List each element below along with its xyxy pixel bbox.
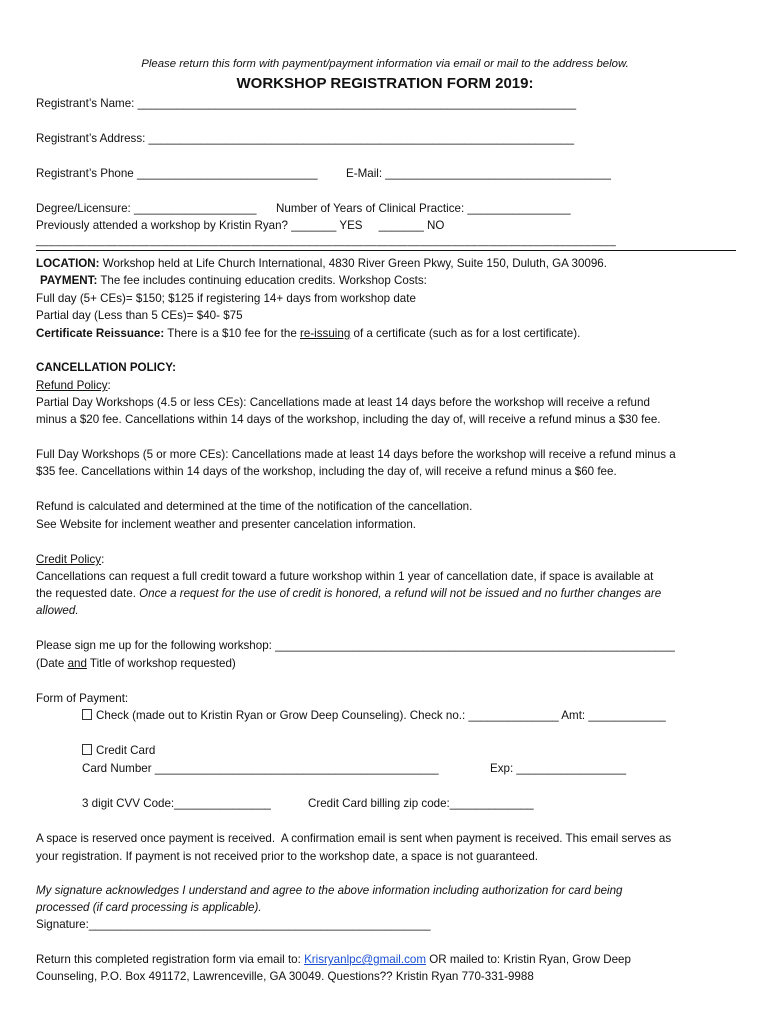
card-number-field[interactable]: Card Number ____________________________________________: [82, 762, 439, 775]
registrant-address-field[interactable]: Registrant’s Address: __________________________________________________________________: [36, 132, 575, 145]
signature-acknowledgement-line2: processed (if card processing is applicable).: [36, 901, 262, 914]
payment-text: The fee includes continuing education credits. Workshop Costs:: [97, 274, 427, 287]
separator-dashes: ____________________________________________________________________________________________: [36, 235, 617, 247]
credit-card-checkbox[interactable]: [82, 744, 92, 755]
signup-note-and: and: [67, 657, 87, 670]
payment-line: [40, 272, 427, 289]
signature-field[interactable]: Signature:_____________________________________________________: [36, 918, 431, 931]
credit-policy-line1: Cancellations can request a full credit toward a future workshop within 1 year of cancellation date, if space is available at: [36, 570, 654, 583]
location-line: [36, 255, 607, 272]
previous-attendance-field[interactable]: Previously attended a workshop by Kristin Ryan? _______ YES _______ NO: [36, 219, 445, 232]
website-note: See Website for inclement weather and presenter cancelation information.: [36, 518, 417, 531]
location-label: LOCATION:: [36, 257, 100, 270]
intro-instruction: Please return this form with payment/payment information via email or mail to the address below.: [141, 58, 629, 70]
card-expiry-field[interactable]: Exp: _________________: [490, 762, 627, 775]
certificate-reissuance-line: [36, 325, 580, 342]
reservation-notice-line1: A space is reserved once payment is received. A confirmation email is sent when payment is received. This email serves as: [36, 832, 672, 845]
return-text-end: OR mailed to: Kristin Ryan, Grow Deep: [426, 953, 631, 966]
credit-policy-label: Credit Policy: [36, 553, 102, 566]
contact-email-link[interactable]: Krisryanlpc@gmail.com: [304, 953, 427, 966]
partial-day-refund-line2: minus a $20 fee. Cancellations within 14 days of the workshop, including the day of, will receive a refund minus a $30 fee.: [36, 413, 661, 426]
refund-policy-colon: :: [107, 379, 111, 392]
credit-policy-italic: Once a request for the use of credit is honored, a refund will not be issued and no further changes are: [139, 587, 662, 600]
registrant-phone-field[interactable]: Registrant’s Phone ____________________________: [36, 167, 318, 180]
credit-policy-line3: allowed.: [36, 604, 79, 617]
years-practice-field[interactable]: Number of Years of Clinical Practice: ________________: [276, 202, 571, 215]
certificate-text-end: of a certificate (such as for a lost certificate).: [350, 327, 581, 340]
certificate-text: There is a $10 fee for the: [164, 327, 301, 340]
location-text: Workshop held at Life Church International, 4830 River Green Pkwy, Suite 150, Duluth, GA 30096.: [99, 257, 607, 270]
full-day-refund-line1: Full Day Workshops (5 or more CEs): Cancellations made at least 14 days before the workshop will receive a refund minus a: [36, 448, 676, 461]
billing-zip-field[interactable]: Credit Card billing zip code:_____________: [308, 797, 534, 810]
section-divider: [36, 250, 736, 251]
registrant-name-field[interactable]: Registrant’s Name: ____________________________________________________________________: [36, 97, 577, 110]
credit-policy-line2: [36, 585, 661, 602]
form-title: WORKSHOP REGISTRATION FORM 2019:: [236, 75, 534, 92]
check-option[interactable]: [82, 707, 666, 724]
check-option-label: Check (made out to Kristin Ryan or Grow Deep Counseling). Check no.: ______________ Amt: ____________: [96, 709, 666, 722]
full-day-refund-line2: $35 fee. Cancellations within 14 days of the workshop, including the day of, will receive a refund minus a $60 fee.: [36, 465, 617, 478]
credit-policy-colon: :: [101, 553, 105, 566]
partial-day-cost: Partial day (Less than 5 CEs)= $40- $75: [36, 309, 243, 322]
refund-policy-label: Refund Policy: [36, 379, 108, 392]
refund-calculation-note: Refund is calculated and determined at the time of the notification of the cancellation.: [36, 500, 473, 513]
refund-policy-heading: [36, 377, 111, 394]
cvv-field[interactable]: 3 digit CVV Code:_______________: [82, 797, 271, 810]
return-instructions-line2: Counseling, P.O. Box 491172, Lawrenceville, GA 30049. Questions?? Kristin Ryan 770-331-9988: [36, 970, 534, 983]
credit-policy-plain: the requested date.: [36, 587, 140, 600]
workshop-signup-note: [36, 655, 236, 672]
signature-acknowledgement-line1: My signature acknowledges I understand and agree to the above information including authorization for card being: [36, 884, 623, 897]
email-field[interactable]: E-Mail: ___________________________________: [346, 167, 611, 180]
certificate-underlined-text: re-issuing: [300, 327, 351, 340]
return-instructions-line1: [36, 951, 631, 968]
degree-licensure-field[interactable]: Degree/Licensure: ___________________: [36, 202, 257, 215]
workshop-signup-field[interactable]: Please sign me up for the following workshop: ______________________________________________________________: [36, 639, 675, 652]
payment-label: PAYMENT:: [40, 274, 98, 287]
reservation-notice-line2: your registration. If payment is not received prior to the workshop date, a space is not guaranteed.: [36, 850, 539, 863]
credit-card-label: Credit Card: [96, 744, 156, 757]
credit-card-option[interactable]: [82, 742, 155, 759]
check-checkbox[interactable]: [82, 709, 92, 720]
partial-day-refund-line1: Partial Day Workshops (4.5 or less CEs): Cancellations made at least 14 days before the workshop will receive a refund: [36, 396, 650, 409]
return-text-start: Return this completed registration form via email to:: [36, 953, 305, 966]
form-of-payment-label: Form of Payment:: [36, 692, 129, 705]
full-day-cost: Full day (5+ CEs)= $150; $125 if registering 14+ days from workshop date: [36, 292, 416, 305]
signup-note-end: Title of workshop requested): [86, 657, 236, 670]
credit-policy-heading: [36, 551, 104, 568]
cancellation-heading: CANCELLATION POLICY:: [36, 361, 176, 374]
certificate-label: Certificate Reissuance:: [36, 327, 165, 340]
signup-note-start: (Date: [36, 657, 68, 670]
